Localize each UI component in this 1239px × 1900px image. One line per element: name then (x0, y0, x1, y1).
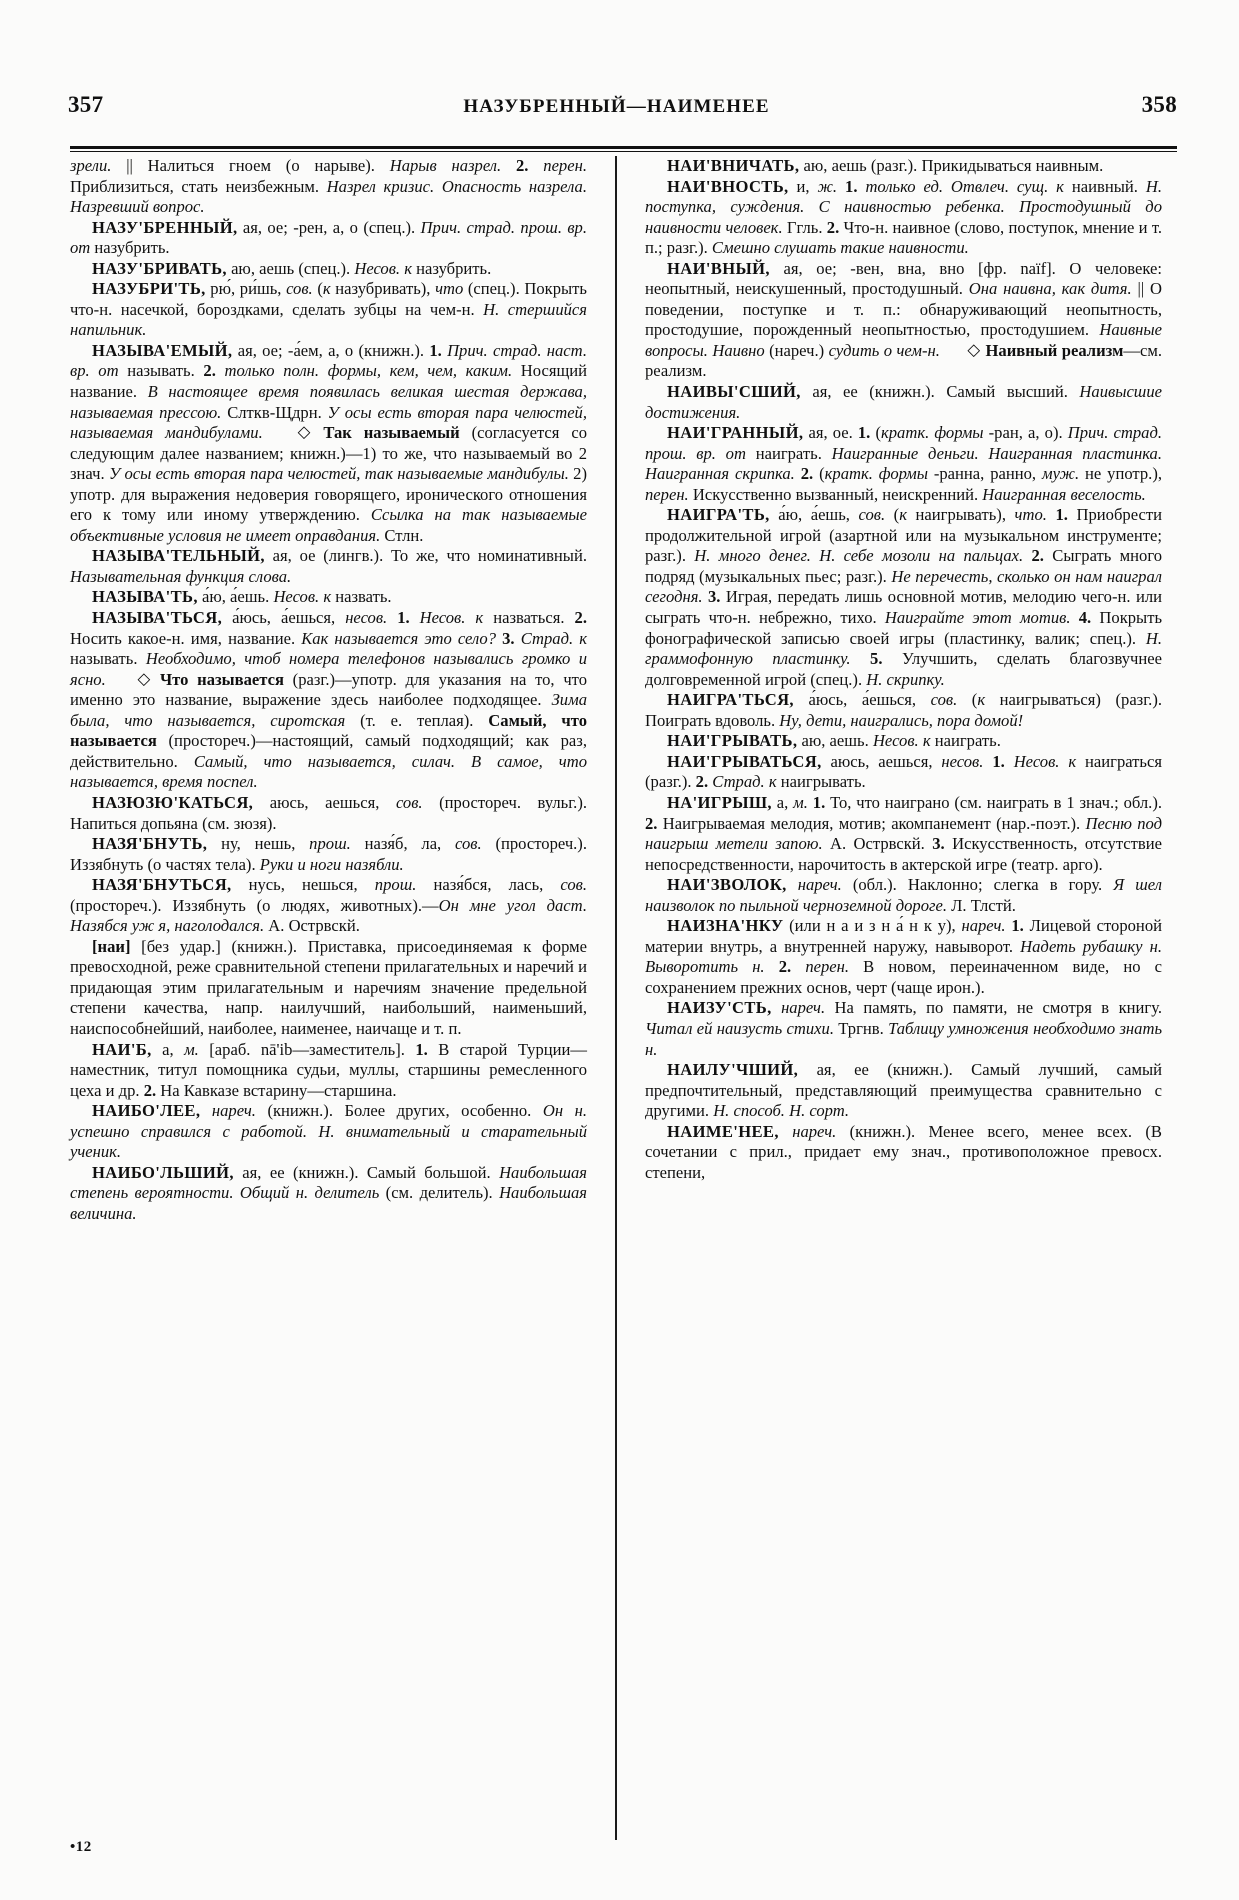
dictionary-entry: НАИ'ГРЫВАТЬ, аю, аешь. Несов. к наиграть. (667, 731, 1001, 751)
dictionary-entry: НАЗЫВА'ТЬ, а́ю, а́ешь. Несов. к назвать. (92, 587, 392, 607)
dictionary-entry: НАИБО'ЛЕЕ, нареч. (книжн.). Более других, особенно. Он н. успешно справился с работой. Н. внимательный и старательный ученик. (70, 1101, 587, 1162)
left-column (70, 156, 609, 1840)
column-container (70, 156, 1179, 1840)
dictionary-entry: зрели. || Налиться гноем (о нарыве). Нарыв назрел. 2. перен. Приблизиться, стать неизбежным. Назрел кризис. Опасность назрела. Назревший вопрос. (70, 156, 587, 217)
header-rule-thin (70, 151, 1177, 152)
dictionary-entry: НАИ'ГРЫВАТЬСЯ, аюсь, аешься, несов. 1. Несов. к наиграться (разг.). 2. Страд. к наигрывать. (645, 751, 1162, 792)
dictionary-entry: НА'ИГРЫШ, а, м. 1. То, что наиграно (см. наиграть в 1 знач.; обл.). 2. Наигрываемая мелодия, мотив; акомпанемент (нар.-поэт.). Песню под наигрыш метели запою. А. Острвскй. 3. Искусственность, отсутствие непосредственности, нарочитость в актерской игре (театр. арго). (645, 792, 1162, 874)
dictionary-entry: НАИ'ВНИЧАТЬ, аю, аешь (разг.). Прикидываться наивным. (667, 156, 1104, 175)
dictionary-entry: НАЗЮЗЮ'КАТЬСЯ, аюсь, аешься, сов. (простореч. вульг.). Напиться допьяна (см. зюзя). (70, 792, 587, 833)
dictionary-entry: НАЗЫВА'ТЕЛЬНЫЙ, ая, ое (лингв.). То же, что номинативный. Назывательная функция слова. (70, 546, 587, 586)
dictionary-entry: НАИГРА'ТЬ, а́ю, а́ешь, сов. (к наигрывать), что. 1. Приобрести продолжительной игрой (азартной или на музыкальном инструменте; разг.). Н. много денег. Н. себе мозоли на пальцах. 2. Сыграть много подряд (музыкальных пьес; разг.). Не перечесть, сколько он нам наиграл сегодня. 3. Играя, передать лишь основной мотив, мелодию чего-н. или сыграть что-н. небрежно, тихо. Наиграйте этот мотив. 4. Покрыть фонографической записью своей игры (пластинку, валик; спец.). Н. граммофонную пластинку. 5. Улучшить, сделать благозвучнее долговременной игрой (спец.). Н. скрипку. (645, 505, 1163, 689)
signature-text: •12 (70, 1839, 92, 1855)
folio-right: 358 (1141, 92, 1177, 117)
dictionary-entry: НАИ'ГРАННЫЙ, ая, ое. 1. (кратк. формы -ран, а, о). Прич. страд. прош. вр. от наиграть. Наигранные деньги. Наигранная пластинка. Наигранная скрипка. 2. (кратк. формы -ранна, ранно, муж. не употр.), перен. Искусственно вызванный, неискренний. Наигранная веселость. (645, 423, 1163, 504)
dictionary-entry: НАИЗНА'НКУ (или н а и з н а́ н к у), нареч. 1. Лицевой стороной материи внутрь, а внутренней наружу, навыворот. Надеть рубашку н. Выворотить н. 2. перен. В новом, переиначенном виде, но с сохранением прежних основ, черт (чаще ирон.). (645, 916, 1162, 997)
dictionary-entry: НАЗЫВА'ЕМЫЙ, ая, ое; -а́ем, а, о (книжн.). 1. Прич. страд. наст. вр. от называть. 2. только полн. формы, кем, чем, каким. Носящий название. В настоящее время появилась великая шестая держава, называемая прессою. Слткв-Щдрн. У осы есть вторая пара челюстей, называемая мандибулами. ◇ Так называемый (согласуется со следующим далее названием; книжн.)—1) то же, что называемый во 2 знач. У осы есть вторая пара челюстей, так называемые мандибулы. 2) употр. для выражения недоверия говорящего, иронического отношения его к тому или иному утверждению. Ссылка на так называемые объективные условия не имеет оправдания. Стлн. (70, 340, 588, 545)
dictionary-entry: [наи] [без удар.] (книжн.). Приставка, присоединяемая к форме превосходной, реже сравнительной степени прилагательных и наречий и придающая этим прилагательным и наречиям значение предельной степени качества, напр. наилучший, наибольший, наименьший, наиспособнейший, наиболее, наименее, наичаще и т. п. (70, 936, 587, 1038)
dictionary-entry: НАЗЫВА'ТЬСЯ, а́юсь, а́ешься, несов. 1. Несов. к назваться. 2. Носить какое-н. имя, название. Как называется это село? 3. Страд. к называть. Необходимо, чтоб номера телефонов назывались громко и ясно. ◇ Что называется (разг.)—употр. для указания на то, что именно это название, выражение здесь наиболее подходящее. Зима была, что называется, сиротская (т. е. теплая). Самый, что называется (простореч.)—настоящий, самый подходящий; как раз, действительно. Самый, что называется, силач. В самое, что называется, время поспел. (70, 608, 588, 792)
header-rule-thick (70, 146, 1177, 149)
dictionary-entry: НАИ'ЗВОЛОК, нареч. (обл.). Наклонно; слегка в гору. Я шел наизволок по пыльной черноземной дороге. Л. Тлстй. (645, 875, 1162, 915)
dictionary-entry: НАИ'ВНЫЙ, ая, ое; -вен, вна, вно [фр. naïf]. О человеке: неопытный, неискушенный, простодушный. Она наивна, как дитя. || О поведении, поступке и т. п.: обнаруживающий неопытность, простодушие, порожденный неопытностью, простодушием. Наивные вопросы. Наивно (нареч.) судить о чем-н. ◇ Наивный реализм—см. реализм. (645, 258, 1162, 381)
running-head (68, 92, 1177, 122)
dictionary-entry: НАЗУБРИ'ТЬ, рю́, ри́шь, сов. (к назубривать), что (спец.). Покрыть что-н. насечкой, бороздками, сделать зубцы на чем-н. Н. стершийся напильник. (70, 279, 587, 340)
dictionary-entry: НАИЛУ'ЧШИЙ, ая, ее (книжн.). Самый лучший, самый предпочтительный, представляющий преимущества сравнительно с другими. Н. способ. Н. сорт. (645, 1060, 1162, 1121)
signature-mark (70, 1839, 92, 1856)
dictionary-entry: НАЗЯ'БНУТЬСЯ, нусь, нешься, прош. назя́бся, лась, сов. (простореч.). Иззябнуть (о людях, животных).—Он мне угол даст. Назябся уж я, наголодался. А. Острвскй. (70, 875, 587, 936)
dictionary-entry: НАИМЕ'НЕЕ, нареч. (книжн.). Менее всего, менее всех. (В сочетании с прил., придает ему знач., противоположное превосх. степени, (645, 1121, 1162, 1182)
dictionary-entry: НАИЗУ'СТЬ, нареч. На память, по памяти, не смотря в книгу. Читал ей наизусть стихи. Тргнв. Таблицу умножения необходимо знать н. (645, 998, 1162, 1059)
folio-left: 357 (68, 92, 104, 117)
dictionary-entry: НАИВЫ'СШИЙ, ая, ее (книжн.). Самый высший. Наивысшие достижения. (645, 382, 1162, 422)
page-title: НАЗУБРЕННЫЙ—НАИМЕНЕЕ (463, 96, 770, 117)
dictionary-entry: НАЗУ'БРИВАТЬ, аю, аешь (спец.). Несов. к назубрить. (92, 258, 492, 278)
right-column (615, 156, 1162, 1840)
dictionary-entry: НАЗЯ'БНУТЬ, ну, нешь, прош. назя́б, ла, сов. (простореч.). Иззябнуть (о частях тела). Руки и ноги назябли. (70, 834, 587, 874)
dictionary-entry: НАЗУ'БРЕННЫЙ, ая, ое; -рен, а, о (спец.). Прич. страд. прош. вр. от назубрить. (70, 217, 587, 258)
dictionary-entry: НАИ'ВНОСТЬ, и, ж. 1. только ед. Отвлеч. сущ. к наивный. Н. поступка, суждения. С наивностью ребенка. Простодушный до наивности человек. Ггль. 2. Что-н. наивное (слово, поступок, мнение и т. п.; разг.). Смешно слушать такие наивности. (645, 176, 1163, 258)
dictionary-entry: НАИГРА'ТЬСЯ, а́юсь, а́ешься, сов. (к наигрываться) (разг.). Поиграть вдоволь. Ну, дети, наигрались, пора домой! (645, 690, 1162, 730)
dictionary-entry: НАИ'Б, а, м. [араб. nā'ib—заместитель]. 1. В старой Турции—наместник, титул помощника судьи, муллы, старшины ремесленного цеха и др. 2. На Кавказе встарину—старшина. (70, 1039, 588, 1100)
dictionary-entry: НАИБО'ЛЬШИЙ, ая, ее (книжн.). Самый большой. Наибольшая степень вероятности. Общий н. делитель (см. делитель). Наибольшая величина. (70, 1162, 587, 1223)
